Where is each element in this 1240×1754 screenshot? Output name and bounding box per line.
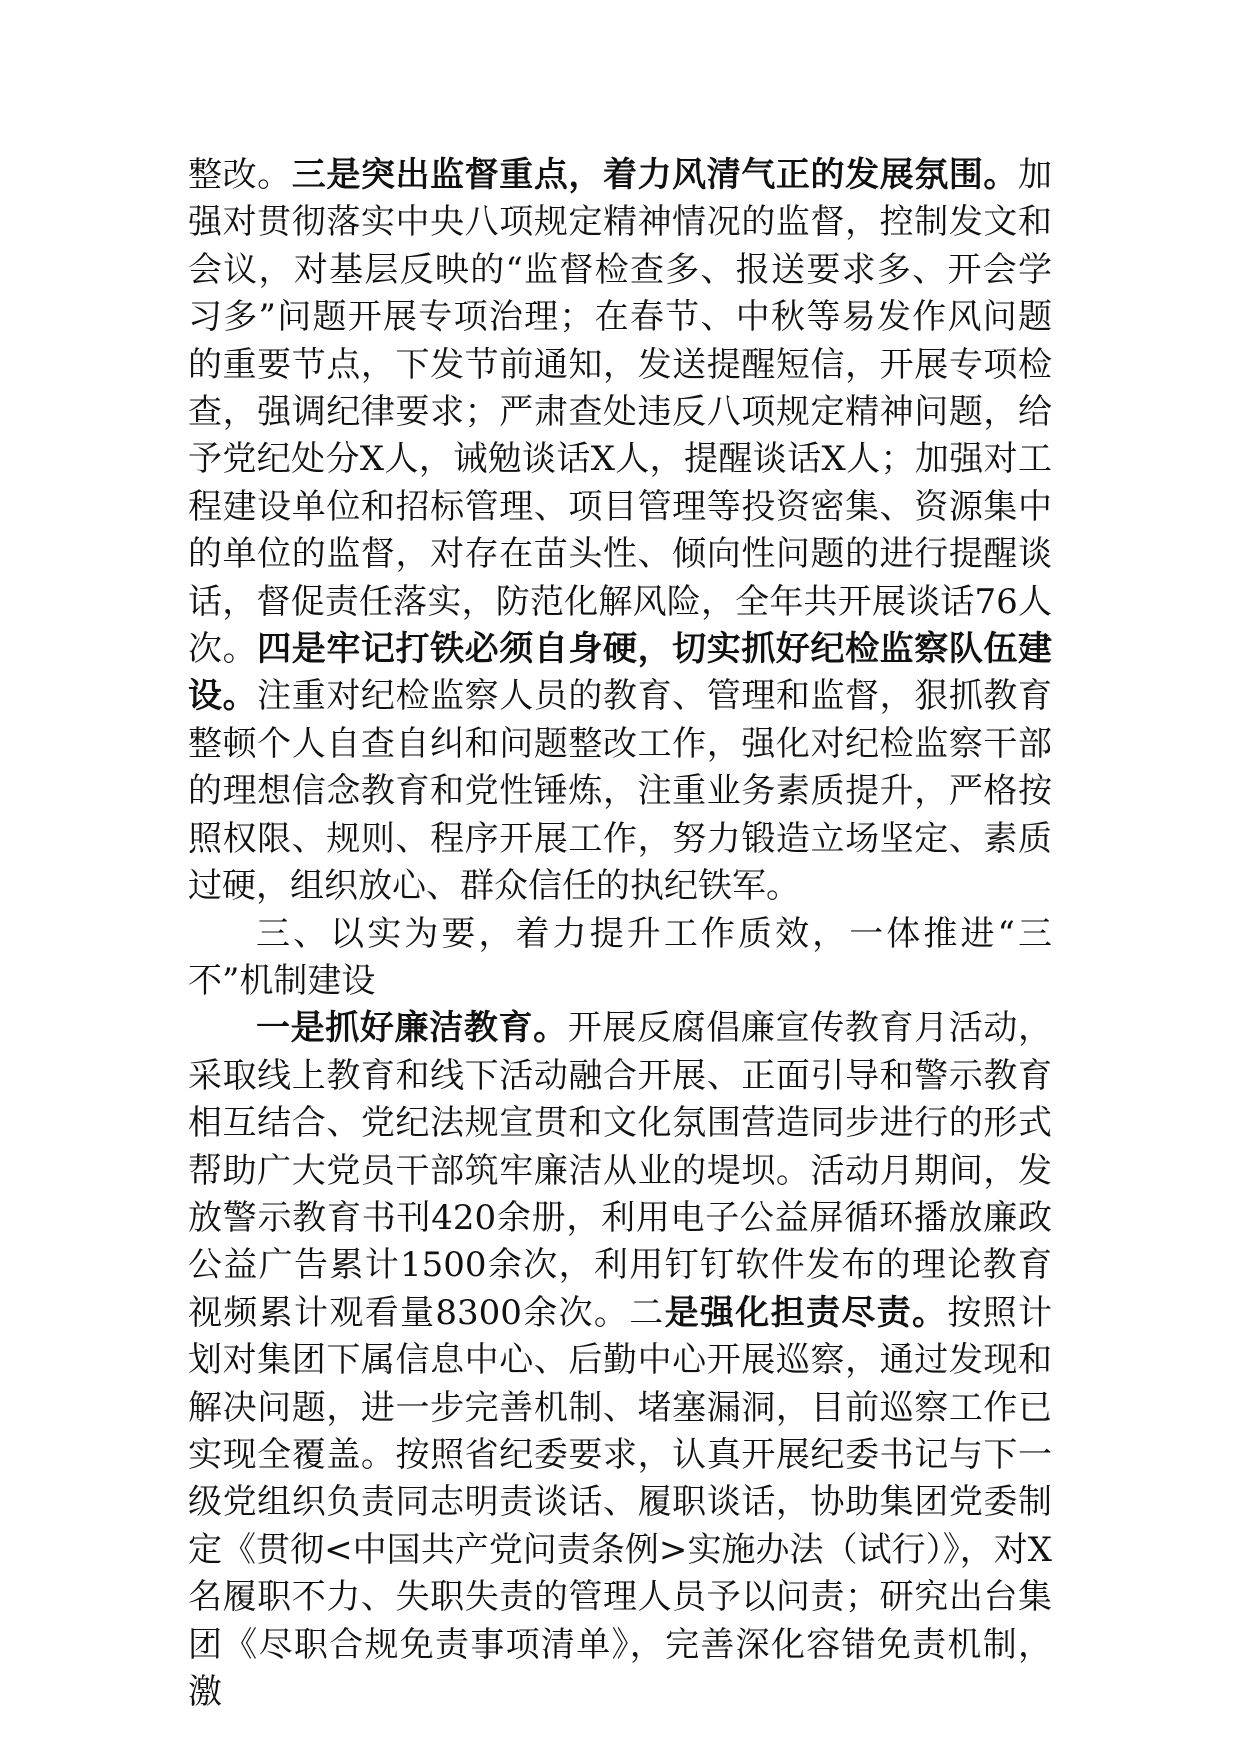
- paragraph-education: [188, 1005, 1052, 1716]
- bold-lead-point-two: 是强化担责尽责。: [664, 1292, 948, 1333]
- paragraph-supervision: [188, 152, 1052, 911]
- bold-lead-point-one: 一是抓好廉洁教育。: [256, 1008, 568, 1049]
- bold-lead-point-three: 三是突出监督重点，着力风清气正的发展氛围。: [291, 155, 1018, 195]
- paragraph-text: 开展反腐倡廉宣传教育月活动，采取线上教育和线下活动融合开展、正面引导和警示教育相互结合、党纪法规宣贯和文化氛围营造同步进行的形式帮助广大党员干部筑牢廉洁从业的堤坝。活动月期间，发放警示教育书刊420余册，利用电子公益屏循环播放廉政公益广告累计1500余次，利用钉钉软件发布的理论教育视频累计观看量8300余次。二: [188, 1008, 1053, 1333]
- paragraph-text: 按照计划对集团下属信息中心、后勤中心开展巡察，通过发现和解决问题，进一步完善机制、堵塞漏洞，目前巡察工作已实现全覆盖。按照省纪委要求，认真开展纪委书记与下一级党组织负责同志明责谈话、履职谈话，协助集团党委制定《贯彻<中国共产党问责条例>实施办法（试行）》，对X名履职不力、失职失责的管理人员予以问责；研究出台集团《尽职合规免责事项清单》，完善深化容错免责机制，激: [188, 1292, 1053, 1712]
- document-page: [188, 152, 1052, 1716]
- paragraph-text: 整改。: [188, 155, 292, 195]
- section-heading-three: 三、以实为要，着力提升工作质效，一体推进“三不”机制建设: [188, 913, 1052, 1001]
- paragraph-text: 加强对贯彻落实中央八项规定精神情况的监督，控制发文和会议，对基层反映的“监督检查多、报送要求多、开会学习多”问题开展专项治理；在春节、中秋等易发作风问题的重要节点，下发节前通知，发送提醒短信，开展专项检查，强调纪律要求；严肃查处违反八项规定精神问题，给予党纪处分X人，诫勉谈话X人，提醒谈话X人；加强对工程建设单位和招标管理、项目管理等投资密集、资源集中的单位的监督，对存在苗头性、倾向性问题的进行提醒谈话，督促责任落实，防范化解风险，全年共开展谈话76人次。: [188, 155, 1052, 670]
- bold-lead-point-four: 四是牢记打铁必须自身硬，切实抓好纪检监察队伍建设。: [188, 629, 1053, 717]
- paragraph-text: 注重对纪检监察人员的教育、管理和监督，狠抓教育整顿个人自查自纠和问题整改工作，强化对纪检监察干部的理想信念教育和党性锤炼，注重业务素质提升，严格按照权限、规则、程序开展工作，努力锻造立场坚定、素质过硬，组织放心、群众信任的执纪铁军。: [188, 676, 1053, 907]
